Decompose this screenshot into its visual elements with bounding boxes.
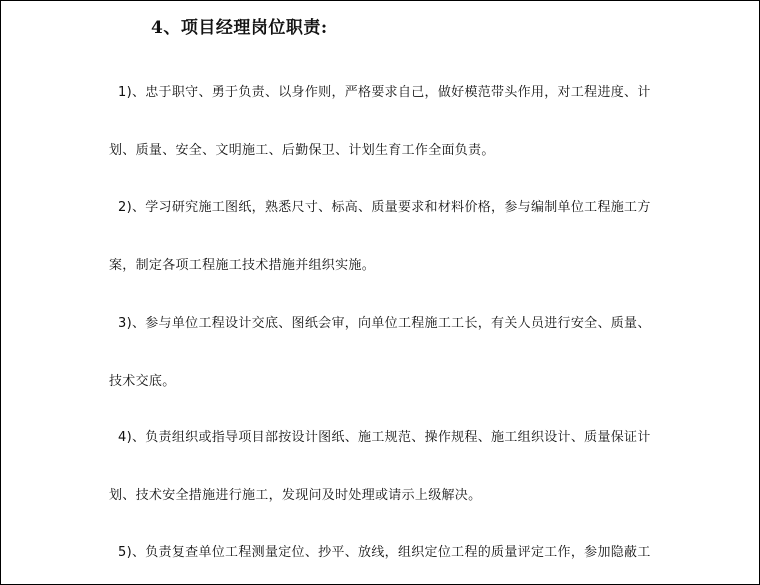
paragraph-1-line-1: 1)、忠于职守、勇于负责、以身作则，严格要求自己，做好模范带头作用，对工程进度、计 xyxy=(118,85,651,100)
paragraph-4-line-2: 划、技术安全措施进行施工，发现问及时处理或请示上级解决。 xyxy=(109,488,482,503)
paragraph-2-line-1: 2)、学习研究施工图纸，熟悉尺寸、标高、质量要求和材料价格，参与编制单位工程施工方 xyxy=(118,200,651,215)
section-heading: 4、项目经理岗位职责: xyxy=(151,18,328,38)
paragraph-5-line-1: 5)、负责复查单位工程测量定位、抄平、放线，组织定位工程的质量评定工作，参加隐蔽工 xyxy=(118,545,651,560)
paragraph-2-line-2: 案，制定各项工程施工技术措施并组织实施。 xyxy=(109,258,376,273)
paragraph-4-line-1: 4)、负责组织或指导项目部按设计图纸、施工规范、操作规程、施工组织设计、质量保证计 xyxy=(118,430,651,445)
paragraph-3-line-1: 3)、参与单位工程设计交底、图纸会审，向单位工程施工工长，有关人员进行安全、质量、 xyxy=(118,316,651,331)
paragraph-3-line-2: 技术交底。 xyxy=(109,374,176,389)
paragraph-1-line-2: 划、质量、安全、文明施工、后勤保卫、计划生育工作全面负责。 xyxy=(109,143,495,158)
